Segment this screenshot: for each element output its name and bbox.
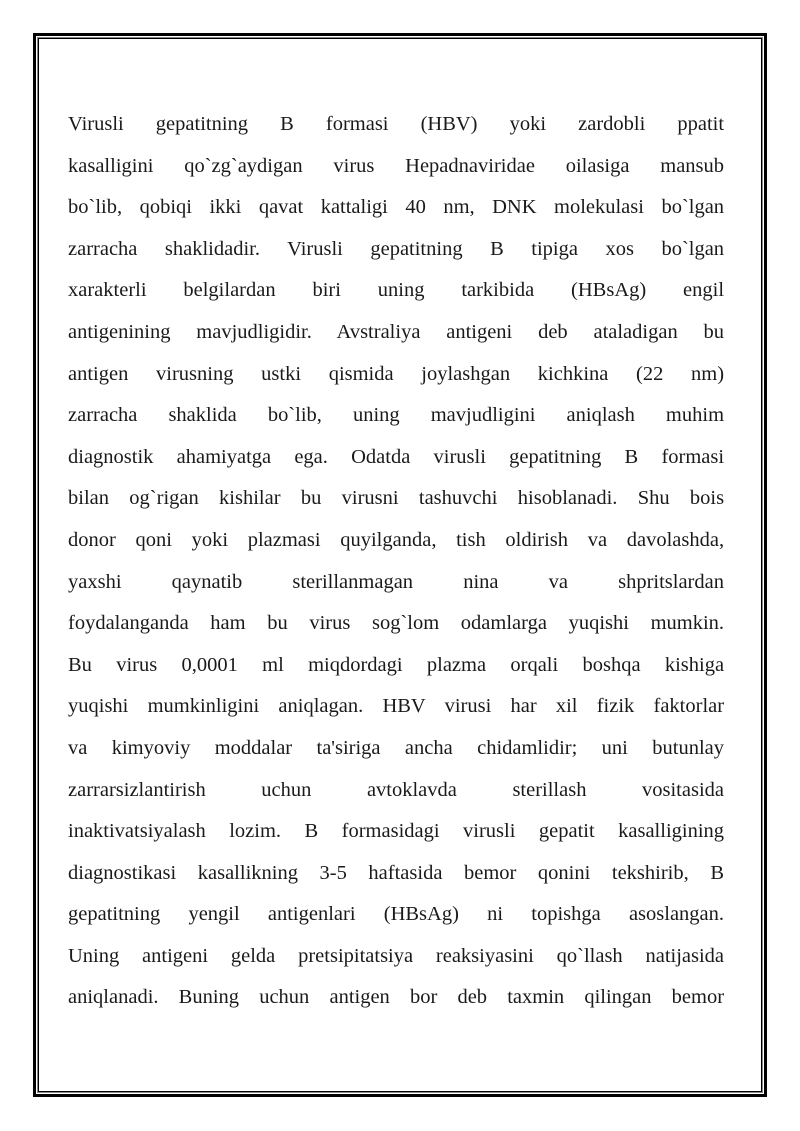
text-line: yaxshi qaynatib sterillanmagan nina va shpritslardan [68,570,724,593]
text-line: va kimyoviy moddalar ta'siriga ancha chidamlidir; uni butunlay [68,736,724,759]
text-line: zarracha shaklida bo`lib, uning mavjudligini aniqlash muhim [68,404,725,427]
text-line: inaktivatsiyalash lozim. B formasidagi virusli gepatit kasalligining [68,820,725,843]
text-line: Uning antigeni gelda pretsipitatsiya reaksiyasini qo`llash natijasida [68,944,725,967]
text-line: diagnostik ahamiyatga ega. Odatda virusli gepatitning B formasi [68,445,725,468]
text-line: Virusli gepatitning B formasi (HBV) yoki zardobli ppatit [68,113,725,135]
text-line: aniqlanadi. Buning uchun antigen bor deb taxmin qilingan bemor [68,986,725,1009]
text-line: antigenining mavjudligidir. Avstraliya antigeni deb ataladigan bu [68,320,724,343]
text-line: yuqishi mumkinligini aniqlagan. HBV virusi har xil fizik faktorlar [68,695,725,718]
document-body [68,104,724,1019]
text-line: foydalanganda ham bu virus sog`lom odamlarga yuqishi mumkin. [68,612,725,635]
text-line: Bu virus 0,0001 ml miqdordagi plazma orqali boshqa kishiga [68,653,725,676]
text-line: kasalligini qo`zg`aydigan virus Hepadnaviridae oilasiga mansub [68,154,725,177]
text-line: donor qoni yoki plazmasi quyilganda, tish oldirish va davolashda, [68,528,725,551]
text-line: antigen virusning ustki qismida joylashgan kichkina (22 nm) [68,362,725,385]
text-line: gepatitning yengil antigenlari (HBsAg) ni topishga asoslangan. [68,903,725,926]
text-line: zarracha shaklidadir. Virusli gepatitning B tipiga xos bo`lgan [68,237,725,260]
text-line: zarrarsizlantirish uchun avtoklavda sterillash vositasida [68,778,724,801]
text-line: bo`lib, qobiqi ikki qavat kattaligi 40 nm, DNK molekulasi bo`lgan [68,196,725,219]
text-line: xarakterli belgilardan biri uning tarkibida (HBsAg) engil [68,279,725,302]
text-line: bilan og`rigan kishilar bu virusni tashuvchi hisoblanadi. Shu bois [68,487,725,510]
text-line: diagnostikasi kasallikning 3-5 haftasida bemor qonini tekshirib, B [68,861,725,884]
